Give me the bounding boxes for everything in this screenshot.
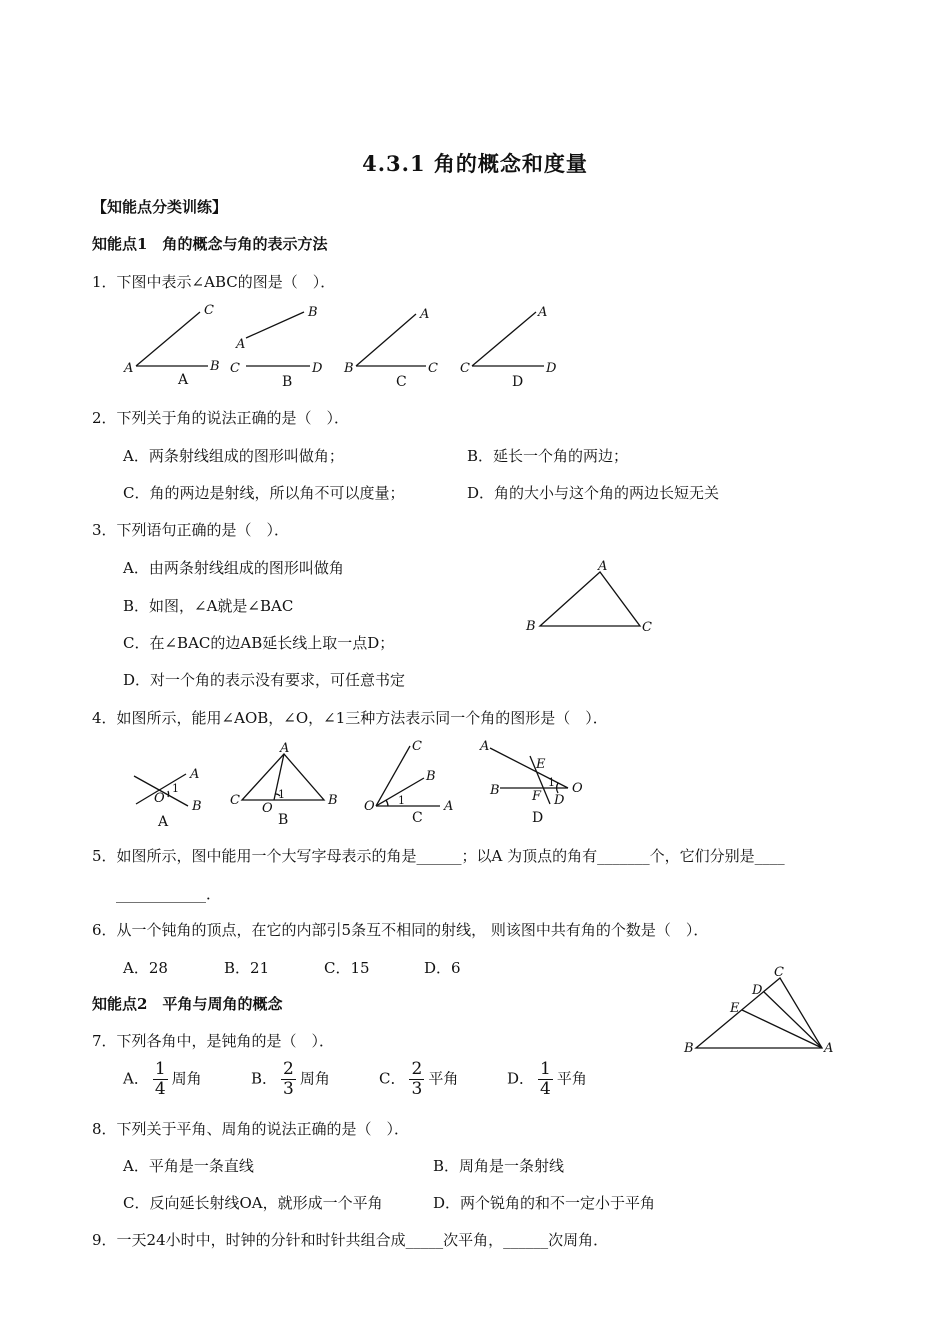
label-a: A	[420, 307, 430, 322]
label-a: A	[124, 361, 134, 376]
question-1-figure	[118, 298, 578, 393]
label-a: A	[190, 767, 200, 782]
denominator: 4	[154, 1079, 166, 1099]
label-c: C	[428, 361, 438, 376]
fraction	[409, 1060, 424, 1099]
figure-4c	[364, 739, 453, 826]
page-title: 4.3.1 角的概念和度量	[362, 151, 588, 176]
label-d: D	[312, 361, 323, 376]
label-b: B	[192, 799, 202, 814]
question-2-option-a: A．两条射线组成的图形叫做角；	[123, 447, 344, 465]
label-o: O	[572, 781, 583, 796]
question-6-figure	[680, 964, 850, 1060]
denominator: 3	[411, 1079, 423, 1099]
question-8-option-b: B．周角是一条射线	[433, 1157, 565, 1175]
question-3-stem: 3．下列语句正确的是（ ）．	[92, 521, 290, 539]
figure-4b	[230, 741, 338, 828]
label-a: A	[538, 305, 548, 320]
section-heading-2: 知能点2 平角与周角的概念	[92, 995, 283, 1013]
figure-1c	[343, 307, 438, 390]
caption-b: B	[278, 812, 289, 828]
section-heading-1: 知能点1 角的概念与角的表示方法	[92, 235, 328, 253]
question-3-option-c: C．在∠BAC的边AB延长线上取一点D；	[123, 634, 395, 652]
label-d: D	[546, 361, 557, 376]
label-d: D	[752, 983, 763, 998]
label-c: C	[774, 965, 784, 980]
label-b: B	[210, 359, 220, 374]
question-8-option-d: D．两个锐角的和不一定小于平角	[433, 1194, 656, 1212]
label-b: B	[426, 769, 436, 784]
question-6-option-c: C．15	[324, 959, 370, 977]
label-1: 1	[398, 794, 405, 807]
label-c: C	[230, 361, 240, 376]
label-1: 1	[548, 776, 555, 789]
question-8-option-c: C．反向延长射线OA，就形成一个平角	[123, 1194, 383, 1212]
label-b: B	[526, 619, 536, 634]
option-prefix: B．	[251, 1069, 278, 1088]
question-4-stem: 4．如图所示，能用∠AOB，∠O，∠1三种方法表示同一个角的图形是（ ）．	[92, 709, 608, 727]
label-b: B	[344, 361, 354, 376]
question-2-option-d: D．角的大小与这个角的两边长短无关	[467, 484, 720, 502]
caption-a: A	[158, 814, 169, 830]
label-b: B	[308, 305, 318, 320]
label-e: E	[730, 1001, 740, 1016]
label-c: C	[412, 739, 422, 754]
question-1-stem: 1．下图中表示∠ABC的图是（ ）．	[92, 273, 336, 291]
caption-c: C	[396, 374, 407, 390]
question-7-stem: 7．下列各角中，是钝角的是（ ）．	[92, 1032, 335, 1050]
figure-1d	[460, 305, 557, 390]
numerator: 2	[411, 1059, 423, 1079]
caption-d: D	[512, 374, 524, 390]
question-5-continuation: ____________．	[116, 885, 222, 903]
label-a: A	[598, 559, 608, 574]
option-suffix: 周角	[171, 1069, 202, 1088]
question-9-stem: 9．一天24小时中，时钟的分针和时针共组合成_____次平角，______次周角．	[92, 1231, 609, 1249]
figure-1b	[230, 305, 323, 390]
label-f: F	[532, 789, 542, 804]
label-a: A	[280, 741, 290, 756]
denominator: 4	[540, 1079, 551, 1099]
label-e: E	[536, 757, 546, 772]
question-3-option-d: D．对一个角的表示没有要求，可任意书定	[123, 671, 406, 689]
label-o: O	[364, 799, 375, 814]
question-6-option-a: A．28	[123, 959, 168, 977]
question-3-option-a: A．由两条射线组成的图形叫做角	[123, 559, 344, 577]
option-suffix: 平角	[428, 1069, 459, 1088]
label-b: B	[684, 1041, 694, 1056]
figure-1a	[123, 303, 220, 388]
label-o: O	[262, 801, 273, 816]
label-c: C	[204, 303, 214, 318]
question-6-option-d: D．6	[424, 959, 461, 977]
label-a: A	[480, 739, 490, 754]
option-prefix: A．	[123, 1069, 149, 1088]
training-heading: 【知能点分类训练】	[92, 198, 228, 216]
label-b: B	[328, 793, 338, 808]
question-2-option-b: B．延长一个角的两边；	[467, 447, 629, 465]
numerator: 2	[283, 1059, 294, 1079]
figure-4a	[134, 767, 202, 830]
label-c: C	[230, 793, 240, 808]
fraction	[153, 1060, 168, 1099]
caption-d: D	[532, 810, 544, 826]
question-8-stem: 8．下列关于平角、周角的说法正确的是（ ）．	[92, 1120, 410, 1138]
label-1: 1	[278, 788, 285, 801]
question-7-option-a	[123, 1060, 202, 1099]
question-8-option-a: A．平角是一条直线	[123, 1157, 254, 1175]
caption-a: A	[178, 372, 189, 388]
question-7-option-b	[251, 1060, 330, 1099]
question-2-option-c: C．角的两边是射线，所以角不可以度量；	[123, 484, 405, 502]
fraction	[281, 1060, 296, 1099]
question-3-figure	[520, 558, 660, 638]
figure-4d	[479, 739, 583, 826]
numerator: 1	[540, 1059, 551, 1079]
question-5-stem: 5．如图所示，图中能用一个大写字母表示的角是______；以A 为顶点的角有_______个，它们分别是____	[92, 847, 785, 865]
question-7-option-d	[507, 1060, 587, 1099]
label-c: C	[642, 620, 652, 635]
option-prefix: C．	[379, 1069, 406, 1088]
label-c: C	[460, 361, 470, 376]
caption-b: B	[282, 374, 293, 390]
fraction	[538, 1060, 553, 1099]
denominator: 3	[283, 1079, 294, 1099]
label-a: A	[236, 337, 246, 352]
question-3-option-b: B．如图，∠A就是∠BAC	[123, 597, 294, 615]
question-2-stem: 2．下列关于角的说法正确的是（ ）．	[92, 409, 350, 427]
option-prefix: D．	[507, 1069, 535, 1088]
label-o: O	[154, 791, 165, 806]
option-suffix: 平角	[556, 1069, 587, 1088]
caption-c: C	[412, 810, 423, 826]
numerator: 1	[154, 1059, 166, 1079]
label-a: A	[824, 1041, 834, 1056]
option-suffix: 周角	[299, 1069, 330, 1088]
label-b: B	[490, 783, 500, 798]
question-6-option-b: B．21	[224, 959, 270, 977]
label-d: D	[554, 793, 565, 808]
question-7-option-c	[379, 1060, 458, 1099]
question-4-figure	[118, 734, 598, 830]
question-6-stem: 6．从一个钝角的顶点，在它的内部引5条互不相同的射线， 则该图中共有角的个数是（ ）．	[92, 921, 709, 939]
label-1: 1	[172, 782, 179, 795]
label-a: A	[444, 799, 454, 814]
